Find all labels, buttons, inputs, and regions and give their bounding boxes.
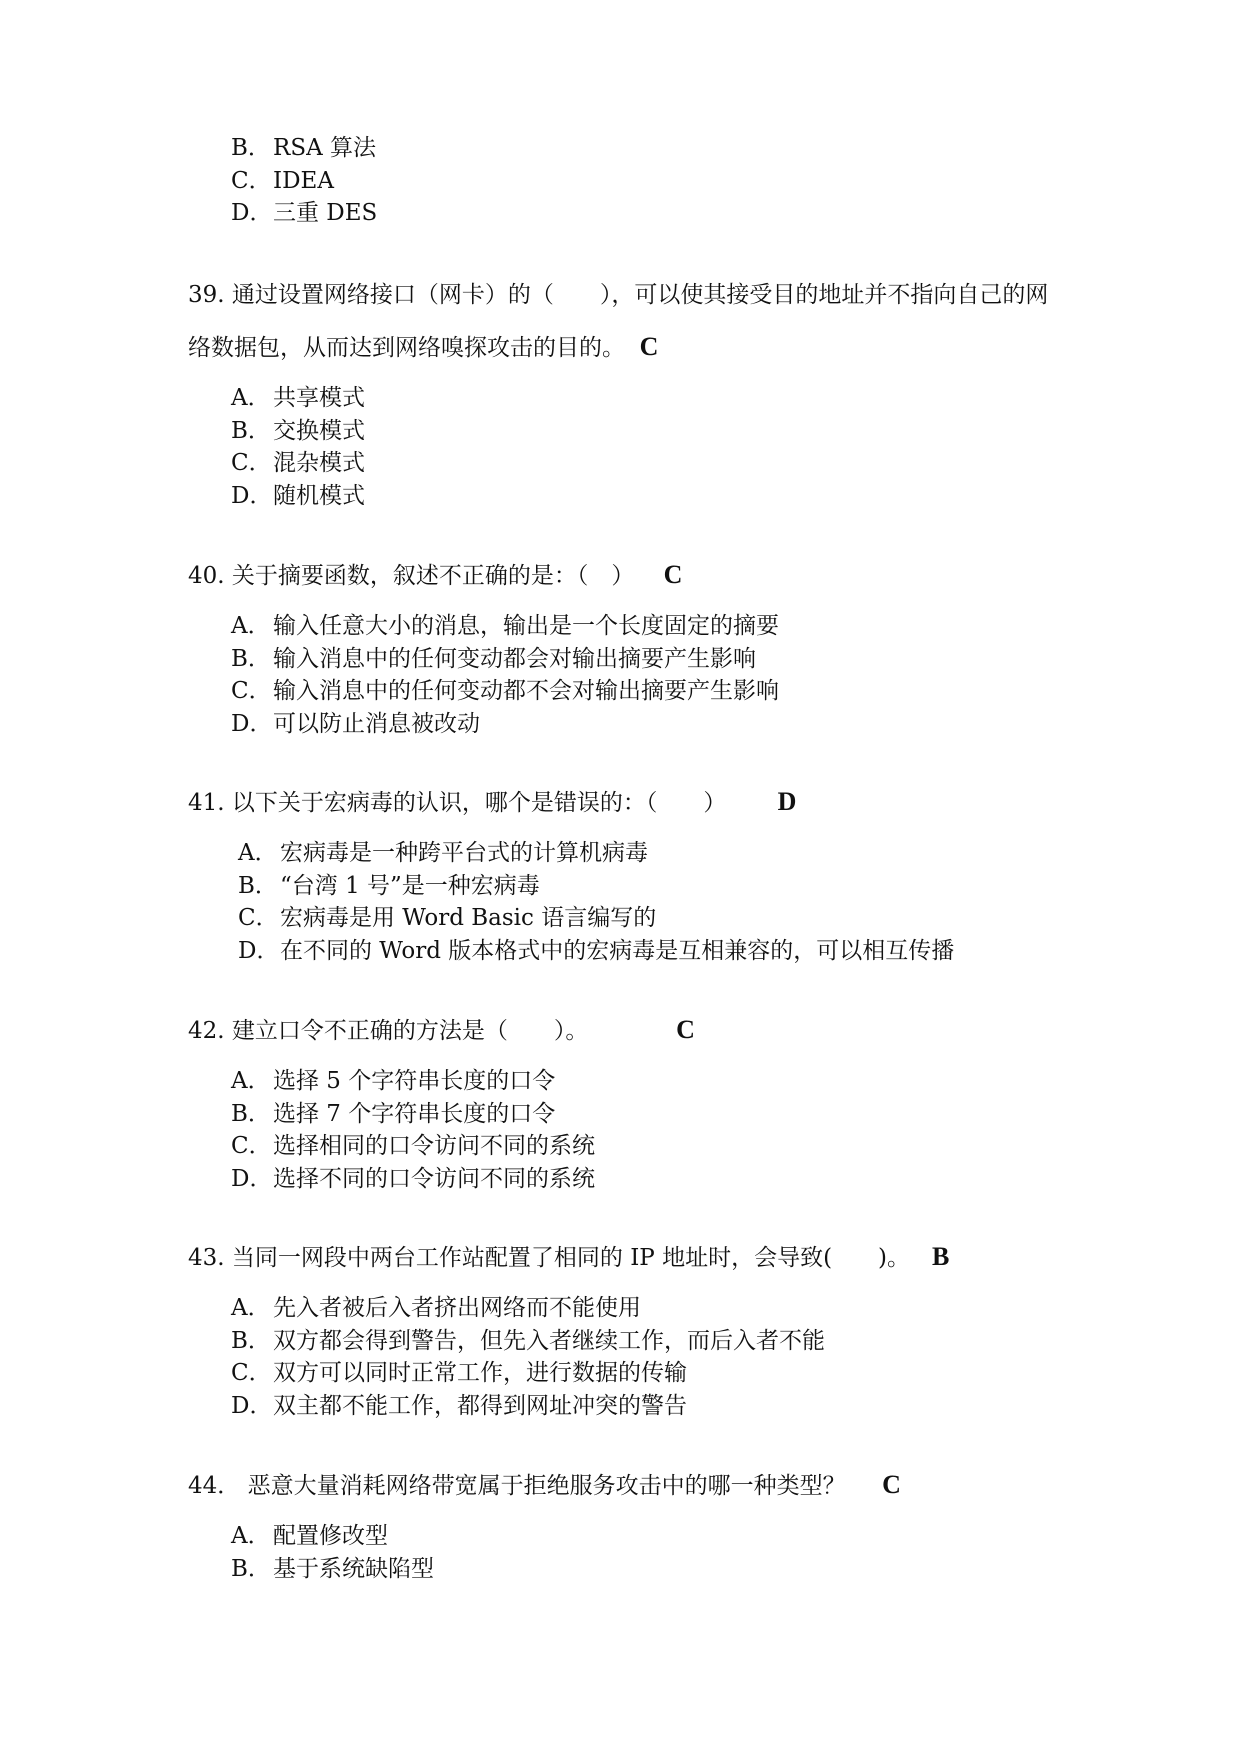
option-letter: D． bbox=[231, 710, 273, 737]
option-text: 选择 7 个字符串长度的口令 bbox=[273, 1100, 556, 1127]
option bbox=[231, 480, 1088, 513]
option-text: 在不同的 Word 版本格式中的宏病毒是互相兼容的，可以相互传播 bbox=[280, 937, 955, 964]
question-39 bbox=[188, 270, 1088, 512]
question-stem bbox=[188, 549, 1088, 602]
option-text: 选择 5 个字符串长度的口令 bbox=[273, 1068, 556, 1094]
option-text: 交换模式 bbox=[273, 417, 365, 444]
option bbox=[231, 197, 1088, 230]
option-letter: D． bbox=[238, 937, 280, 964]
option bbox=[231, 1065, 1088, 1098]
question-number: 40. bbox=[188, 563, 225, 589]
question-43 bbox=[188, 1231, 1088, 1422]
option bbox=[231, 382, 1088, 415]
option-letter: A． bbox=[238, 840, 278, 866]
option-letter: A． bbox=[231, 1068, 271, 1094]
question-stem bbox=[188, 1231, 1088, 1284]
option bbox=[231, 1553, 1088, 1586]
option bbox=[238, 902, 1088, 935]
option-letter: A． bbox=[231, 385, 271, 411]
option-text: 三重 DES bbox=[273, 200, 378, 226]
question-40 bbox=[188, 549, 1088, 740]
answer-key: D bbox=[777, 787, 797, 816]
option bbox=[231, 708, 1088, 741]
option-text: 双方可以同时正常工作，进行数据的传输 bbox=[273, 1360, 687, 1386]
option-letter: D． bbox=[231, 1392, 273, 1419]
question-text: 恶意大量消耗网络带宽属于拒绝服务攻击中的哪一种类型？ bbox=[247, 1473, 846, 1499]
option bbox=[231, 1357, 1088, 1390]
option bbox=[231, 415, 1088, 448]
option-text: 输入消息中的任何变动都会对输出摘要产生影响 bbox=[273, 645, 756, 672]
option-text: 混杂模式 bbox=[273, 450, 365, 476]
option-text: “台湾 1 号”是一种宏病毒 bbox=[280, 872, 540, 899]
option-text: 输入任意大小的消息，输出是一个长度固定的摘要 bbox=[273, 613, 779, 639]
option-text: 随机模式 bbox=[273, 482, 365, 509]
option-text: IDEA bbox=[273, 167, 334, 194]
option bbox=[231, 643, 1088, 676]
question-number: 43. bbox=[188, 1245, 225, 1271]
option bbox=[231, 610, 1088, 643]
question-text: 以下关于宏病毒的认识，哪个是错误的：（ ） bbox=[231, 790, 727, 816]
question-number: 42. bbox=[188, 1018, 225, 1044]
option-letter: A． bbox=[231, 613, 271, 639]
answer-key: C bbox=[882, 1470, 901, 1499]
question-text: 建立口令不正确的方法是（ ）。 bbox=[231, 1018, 589, 1044]
option bbox=[231, 1325, 1088, 1358]
option bbox=[231, 1292, 1088, 1325]
question-text: 通过设置网络接口（网卡）的（ ），可以使其接受目的地址并不指向自己的网络数据包，从而达到网络嗅探攻击的目的。 bbox=[188, 282, 1049, 361]
option-text: 双方都会得到警告，但先入者继续工作，而后入者不能 bbox=[273, 1327, 825, 1354]
question-number: 41. bbox=[188, 790, 225, 816]
option-letter: B． bbox=[231, 1100, 271, 1127]
option-text: 共享模式 bbox=[273, 385, 365, 411]
option bbox=[231, 675, 1088, 708]
question-stem bbox=[188, 1459, 1088, 1512]
option-letter: D． bbox=[231, 482, 273, 509]
option-letter: B． bbox=[231, 645, 271, 672]
option-letter: C． bbox=[238, 905, 279, 931]
question-number: 39. bbox=[188, 282, 225, 308]
question-44 bbox=[188, 1459, 1088, 1585]
option-text: 配置修改型 bbox=[273, 1523, 388, 1549]
option bbox=[231, 1163, 1088, 1196]
options-list bbox=[188, 1520, 1088, 1585]
answer-key: C bbox=[639, 332, 659, 361]
option-letter: B． bbox=[231, 417, 271, 444]
option-letter: A． bbox=[231, 1295, 271, 1321]
option-letter: D． bbox=[231, 1165, 273, 1192]
option-text: 基于系统缺陷型 bbox=[273, 1555, 434, 1582]
options-list bbox=[188, 837, 1088, 967]
option-letter: A． bbox=[231, 1523, 271, 1549]
option bbox=[238, 870, 1088, 903]
option bbox=[238, 837, 1088, 870]
option-text: 先入者被后入者挤出网络而不能使用 bbox=[273, 1295, 641, 1321]
answer-key: B bbox=[931, 1242, 950, 1271]
option-text: RSA 算法 bbox=[273, 135, 376, 161]
option-letter: C． bbox=[231, 1360, 272, 1386]
option-letter: B． bbox=[238, 872, 278, 899]
question-41 bbox=[188, 776, 1088, 967]
options-list bbox=[188, 132, 1088, 230]
option-letter: C． bbox=[231, 450, 272, 476]
question-number: 44． bbox=[188, 1473, 241, 1499]
option-text: 可以防止消息被改动 bbox=[273, 710, 480, 737]
option-text: 选择不同的口令访问不同的系统 bbox=[273, 1165, 595, 1192]
option bbox=[231, 132, 1088, 165]
question-stem bbox=[188, 270, 1058, 374]
option-letter: C． bbox=[231, 167, 272, 194]
answer-key: C bbox=[663, 560, 683, 589]
option bbox=[231, 1520, 1088, 1553]
option-letter: C． bbox=[231, 1133, 272, 1159]
option bbox=[231, 1130, 1088, 1163]
question-stem bbox=[188, 776, 1088, 829]
option-letter: B． bbox=[231, 1555, 271, 1582]
option bbox=[231, 1098, 1088, 1131]
option-text: 输入消息中的任何变动都不会对输出摘要产生影响 bbox=[273, 678, 779, 704]
question-text: 当同一网段中两台工作站配置了相同的 IP 地址时，会导致( )。 bbox=[231, 1245, 911, 1271]
option bbox=[231, 1390, 1088, 1423]
option-letter: D． bbox=[231, 200, 273, 226]
option-text: 双主都不能工作，都得到网址冲突的警告 bbox=[273, 1392, 687, 1419]
question-38-continuation bbox=[188, 132, 1088, 230]
option-letter: C． bbox=[231, 678, 272, 704]
option bbox=[231, 165, 1088, 198]
option-letter: B． bbox=[231, 1327, 271, 1354]
options-list bbox=[188, 382, 1088, 512]
option-letter: B． bbox=[231, 135, 271, 161]
options-list bbox=[188, 1292, 1088, 1422]
question-text: 关于摘要函数，叙述不正确的是：（ ） bbox=[231, 563, 635, 589]
options-list bbox=[188, 610, 1088, 740]
option-text: 宏病毒是一种跨平台式的计算机病毒 bbox=[280, 840, 648, 866]
options-list bbox=[188, 1065, 1088, 1195]
option bbox=[231, 447, 1088, 480]
option bbox=[238, 935, 1088, 968]
question-42 bbox=[188, 1004, 1088, 1195]
question-stem bbox=[188, 1004, 1088, 1057]
answer-key: C bbox=[676, 1015, 695, 1044]
option-text: 宏病毒是用 Word Basic 语言编写的 bbox=[280, 905, 657, 931]
option-text: 选择相同的口令访问不同的系统 bbox=[273, 1133, 595, 1159]
